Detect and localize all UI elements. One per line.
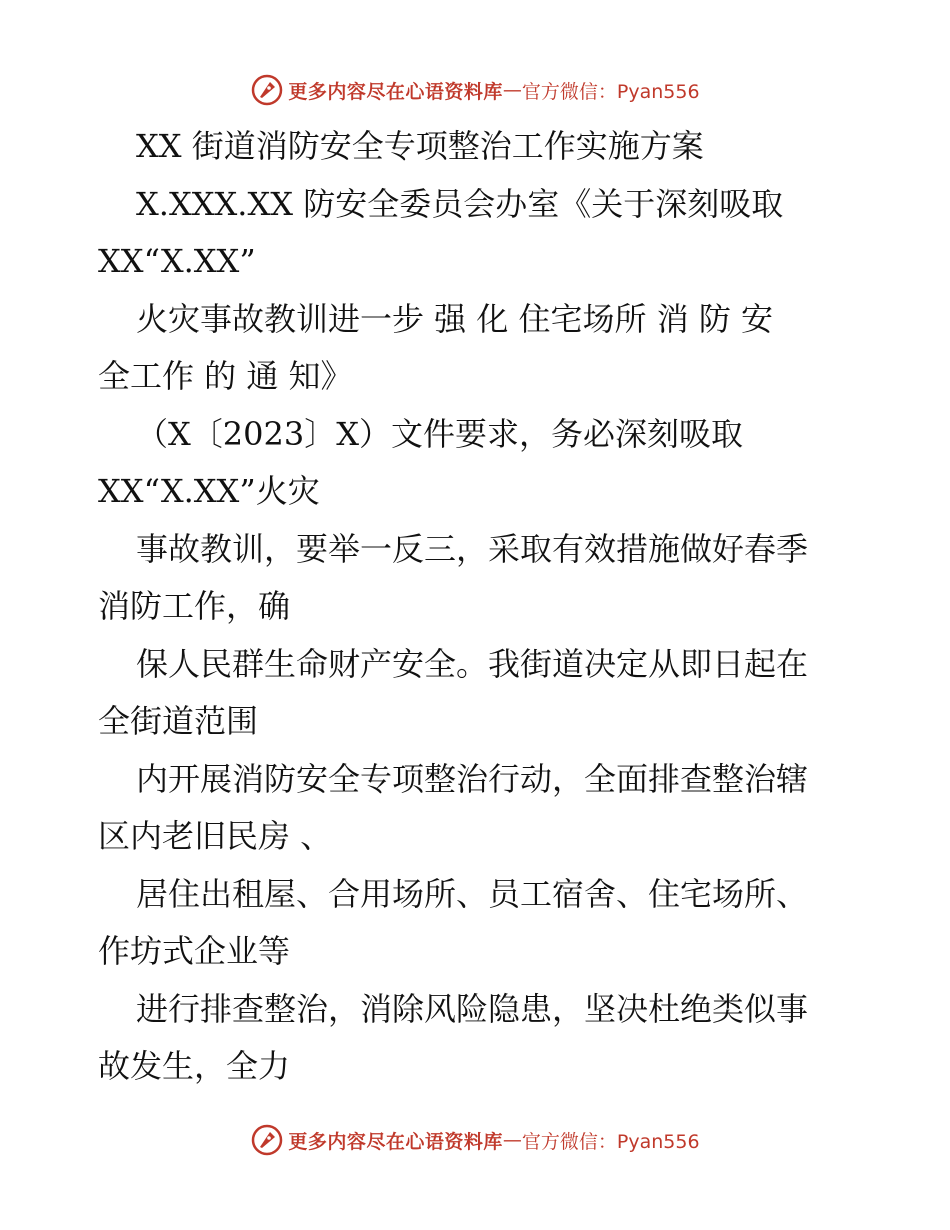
pen-nib-icon: [250, 73, 284, 107]
banner-wechat: 官方微信：Pyan556: [521, 80, 700, 103]
doc-line: 故发生，全力: [98, 1047, 291, 1085]
doc-line: 作坊式企业等: [98, 932, 291, 970]
banner-separator: —: [502, 79, 522, 101]
doc-line: 事故教训，要举一反三，采取有效措施做好春季: [136, 529, 809, 568]
banner-wechat: 官方微信：Pyan556: [521, 1130, 700, 1153]
doc-line: 火灾事故教训进一步 强 化 住宅场所 消 防 安: [136, 299, 774, 338]
footer-banner: [0, 1120, 950, 1160]
pen-nib-icon: [250, 1123, 284, 1157]
doc-line: 进行排查整治，消除风险隐患，坚决杜绝类似事: [136, 989, 809, 1028]
banner-text: 更多内容尽在心语资料库: [288, 80, 503, 103]
doc-line: 区内老旧民房 、: [98, 817, 333, 855]
doc-line: 消防工作，确: [98, 587, 291, 625]
doc-line: XX“X.XX”: [98, 242, 256, 280]
header-banner: [0, 70, 950, 110]
doc-line: X.XXX.XX 防安全委员会办室《关于深刻吸取: [136, 184, 784, 223]
doc-title: XX 街道消防安全专项整治工作实施方案: [136, 127, 704, 165]
doc-line: 全街道范围: [98, 702, 259, 740]
doc-line: XX“X.XX”火灾: [98, 472, 320, 510]
document-body: [98, 118, 858, 1096]
banner-text: 更多内容尽在心语资料库: [288, 1130, 503, 1153]
banner-separator: —: [502, 1129, 522, 1151]
doc-line: 居住出租屋、合用场所、员工宿舍、住宅场所、: [136, 874, 809, 913]
doc-line: 保人民群生命财产安全。我街道决定从即日起在: [136, 644, 809, 683]
doc-line: 全工作 的 通 知》: [98, 357, 353, 395]
doc-line: （X〔2023〕X）文件要求，务必深刻吸取: [136, 414, 744, 453]
doc-line: 内开展消防安全专项整治行动，全面排查整治辖: [136, 759, 809, 798]
